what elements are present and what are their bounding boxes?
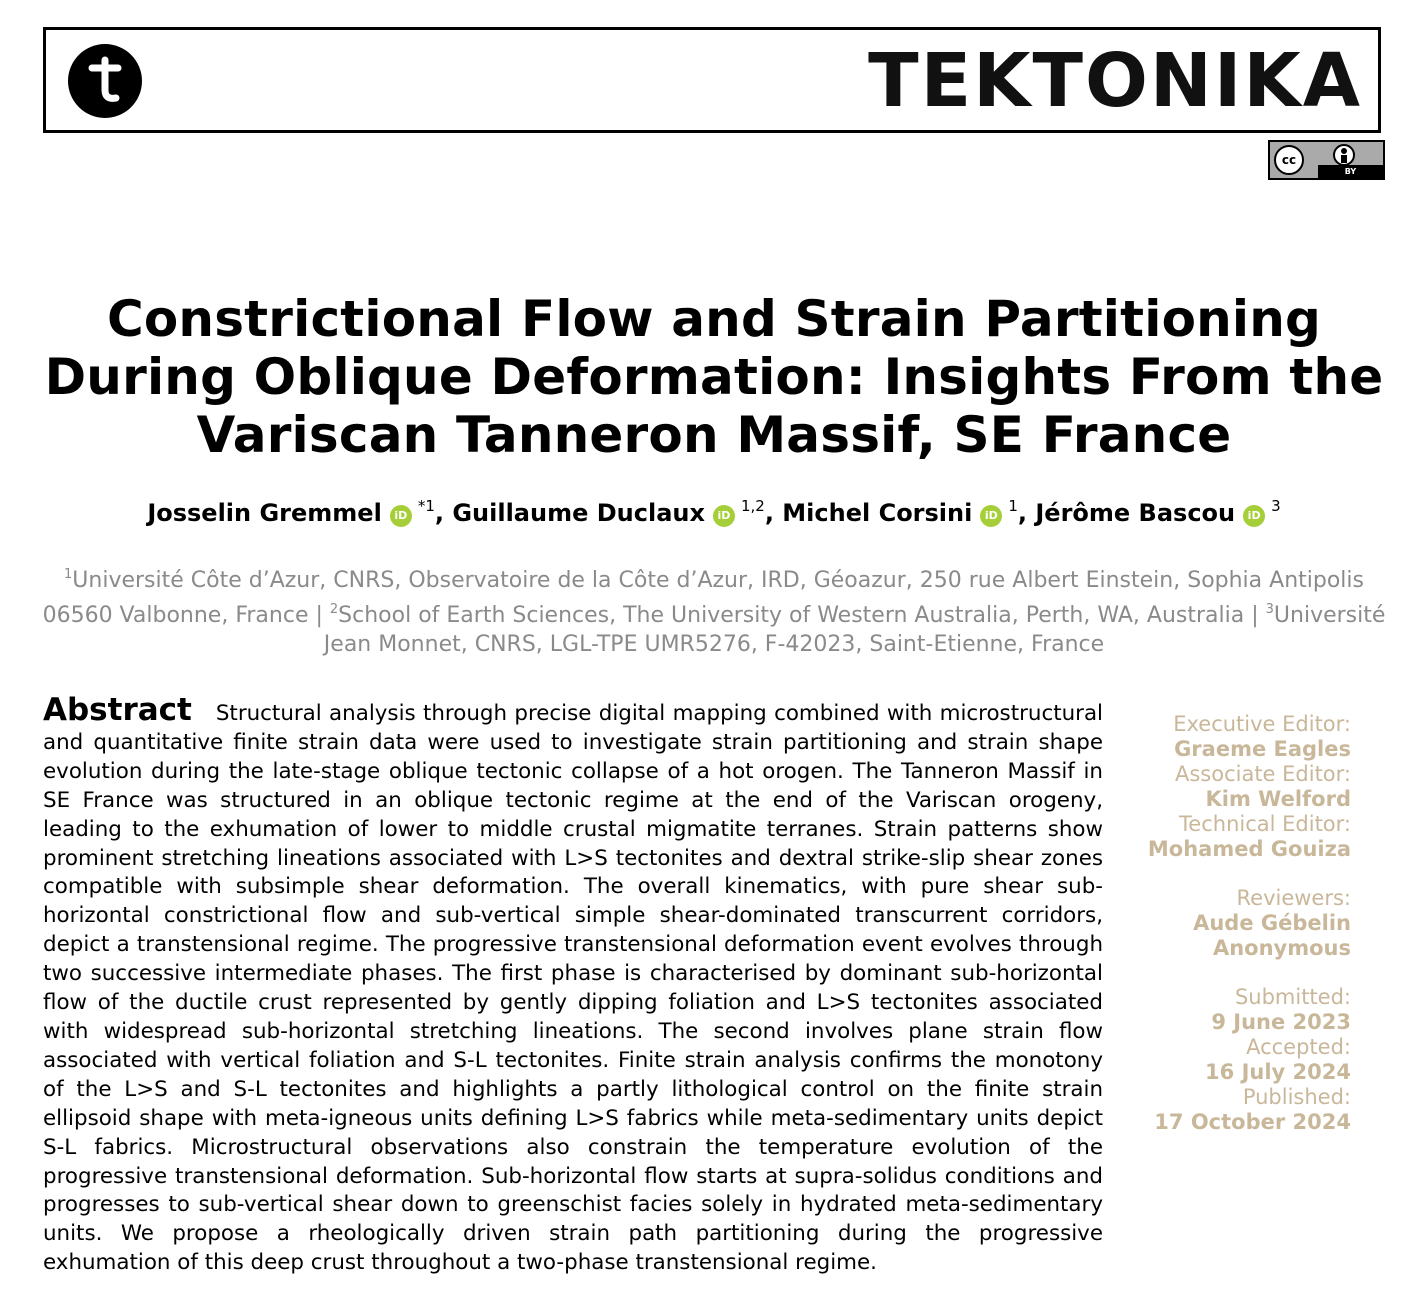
affiliation-number: 2 bbox=[329, 602, 339, 617]
cc-icon: cc bbox=[1274, 145, 1304, 175]
by-label: BY bbox=[1318, 165, 1383, 178]
orcid-icon[interactable]: iD bbox=[1243, 505, 1265, 527]
journal-header bbox=[43, 27, 1381, 133]
technical-editor-label: Technical Editor: bbox=[1179, 812, 1351, 836]
accepted-date: 16 July 2024 bbox=[1205, 1060, 1351, 1084]
affiliations bbox=[40, 560, 1388, 659]
technical-editor-name: Mohamed Gouiza bbox=[1147, 837, 1351, 861]
author-list: Josselin Gremmel $iD^{*1}$, Guillaume Duclaux iD$^{1,2}$, Michel Corsini $iD^1$, Jérôme Bascou $iD^3$ bbox=[147, 497, 1281, 527]
associate-editor-label: Associate Editor: bbox=[1174, 762, 1351, 786]
abstract-heading: Abstract bbox=[43, 692, 192, 728]
abstract-text: Structural analysis through precise digital mapping combined with microstructural and quantitative finite strain data were used to investigate strain partitioning and strain shape evolution during the late-stage oblique tectonic collapse of a hot orogen. The Tanneron Massif in SE France was structured in an oblique tectonic regime at the end of the Variscan orogeny, leading to the exhumation of lower to middle crustal migmatite terranes. Strain patterns show prominent stretching lineations associated with L>S tectonites and dextral strike-slip shear zones compatible with subsimple shear deformation. The overall kinematics, with pure shear sub-horizontal constrictional flow and sub-vertical simple shear-dominated transcurrent corridors, depict a transtensional regime. The progressive transtensional deformation event evolves through two successive intermediate phases. The first phase is characterised by dominant sub-horizontal flow of the ductile crust represented by gently dipping foliation and L>S tectonites associated with widespread sub-horizontal stretching lineations. The second involves plane strain flow associated with vertical foliation and S-L tectonites. Finite strain analysis confirms the monotony of the L>S and S-L tectonites and highlights a partly lithological control on the finite strain ellipsoid shape with meta-igneous units defining L>S fabrics while meta-sedimentary units depict S-L fabrics. Microstructural observations also constrain the temperature evolution of the progressive transtensional deformation. Sub-horizontal flow starts at supra-solidus conditions and progresses to sub-vertical shear down to greenschist facies solely in hydrated meta-sedimentary units. We propose a rheologically driven strain path partitioning during the progressive exhumation of this deep crust throughout a two-phase transtensional regime. bbox=[43, 701, 1103, 1276]
accepted-label: Accepted: bbox=[1246, 1035, 1351, 1059]
paper-title: Constrictional Flow and Strain Partitioning During Oblique Deformation: Insights From the Variscan Tanneron Massif, SE France bbox=[44, 290, 1384, 464]
affiliation-text: School of Earth Sciences, The University of Western Australia, Perth, WA, Australia bbox=[338, 603, 1245, 628]
affiliation-number: 1 bbox=[64, 567, 73, 582]
affiliation-separator: | bbox=[1244, 603, 1266, 628]
affiliation-number: 3 bbox=[1265, 602, 1274, 617]
cc-by-license-badge[interactable] bbox=[1268, 140, 1385, 180]
published-label: Published: bbox=[1242, 1085, 1351, 1109]
affiliation-separator: | bbox=[308, 603, 330, 628]
author-name: Guillaume Duclaux bbox=[452, 499, 705, 527]
author-marks: 1,2 bbox=[740, 497, 765, 515]
author-marks: 1 bbox=[1008, 497, 1018, 515]
orcid-icon[interactable]: iD bbox=[390, 505, 412, 527]
author-name: Jérôme Bascou bbox=[1035, 499, 1236, 527]
journal-wordmark: TEKTONIKA bbox=[868, 38, 1362, 124]
attribution-icon bbox=[1333, 144, 1355, 166]
orcid-icon[interactable]: iD bbox=[713, 505, 735, 527]
author-name: Michel Corsini bbox=[782, 499, 973, 527]
journal-logo-icon bbox=[68, 44, 142, 118]
affiliation-text: Université Jean Monnet, CNRS, LGL-TPE UMR5276, F-42023, Saint-Etienne, France bbox=[323, 603, 1386, 657]
affiliation-text: Université Côte d’Azur, CNRS, Observatoire de la Côte d’Azur, IRD, Géoazur, 250 rue Albert Einstein, Sophia Antipolis 06560 Valbonne, France bbox=[42, 568, 1364, 628]
author-marks: 3 bbox=[1271, 497, 1281, 515]
reviewers-label: Reviewers: bbox=[1236, 886, 1351, 910]
published-date: 17 October 2024 bbox=[1154, 1110, 1351, 1134]
executive-editor-label: Executive Editor: bbox=[1173, 712, 1351, 736]
orcid-icon[interactable]: iD bbox=[980, 505, 1002, 527]
editorial-sidebar bbox=[1140, 712, 1351, 1135]
reviewer-name: Aude Gébelin bbox=[1193, 911, 1351, 935]
author-name: Josselin Gremmel bbox=[147, 499, 382, 527]
reviewer-name: Anonymous bbox=[1212, 936, 1351, 960]
associate-editor-name: Kim Welford bbox=[1205, 787, 1351, 811]
abstract bbox=[43, 692, 1103, 1278]
executive-editor-name: Graeme Eagles bbox=[1174, 737, 1351, 761]
submitted-date: 9 June 2023 bbox=[1211, 1010, 1351, 1034]
author-marks: *1 bbox=[417, 497, 435, 515]
submitted-label: Submitted: bbox=[1234, 985, 1351, 1009]
